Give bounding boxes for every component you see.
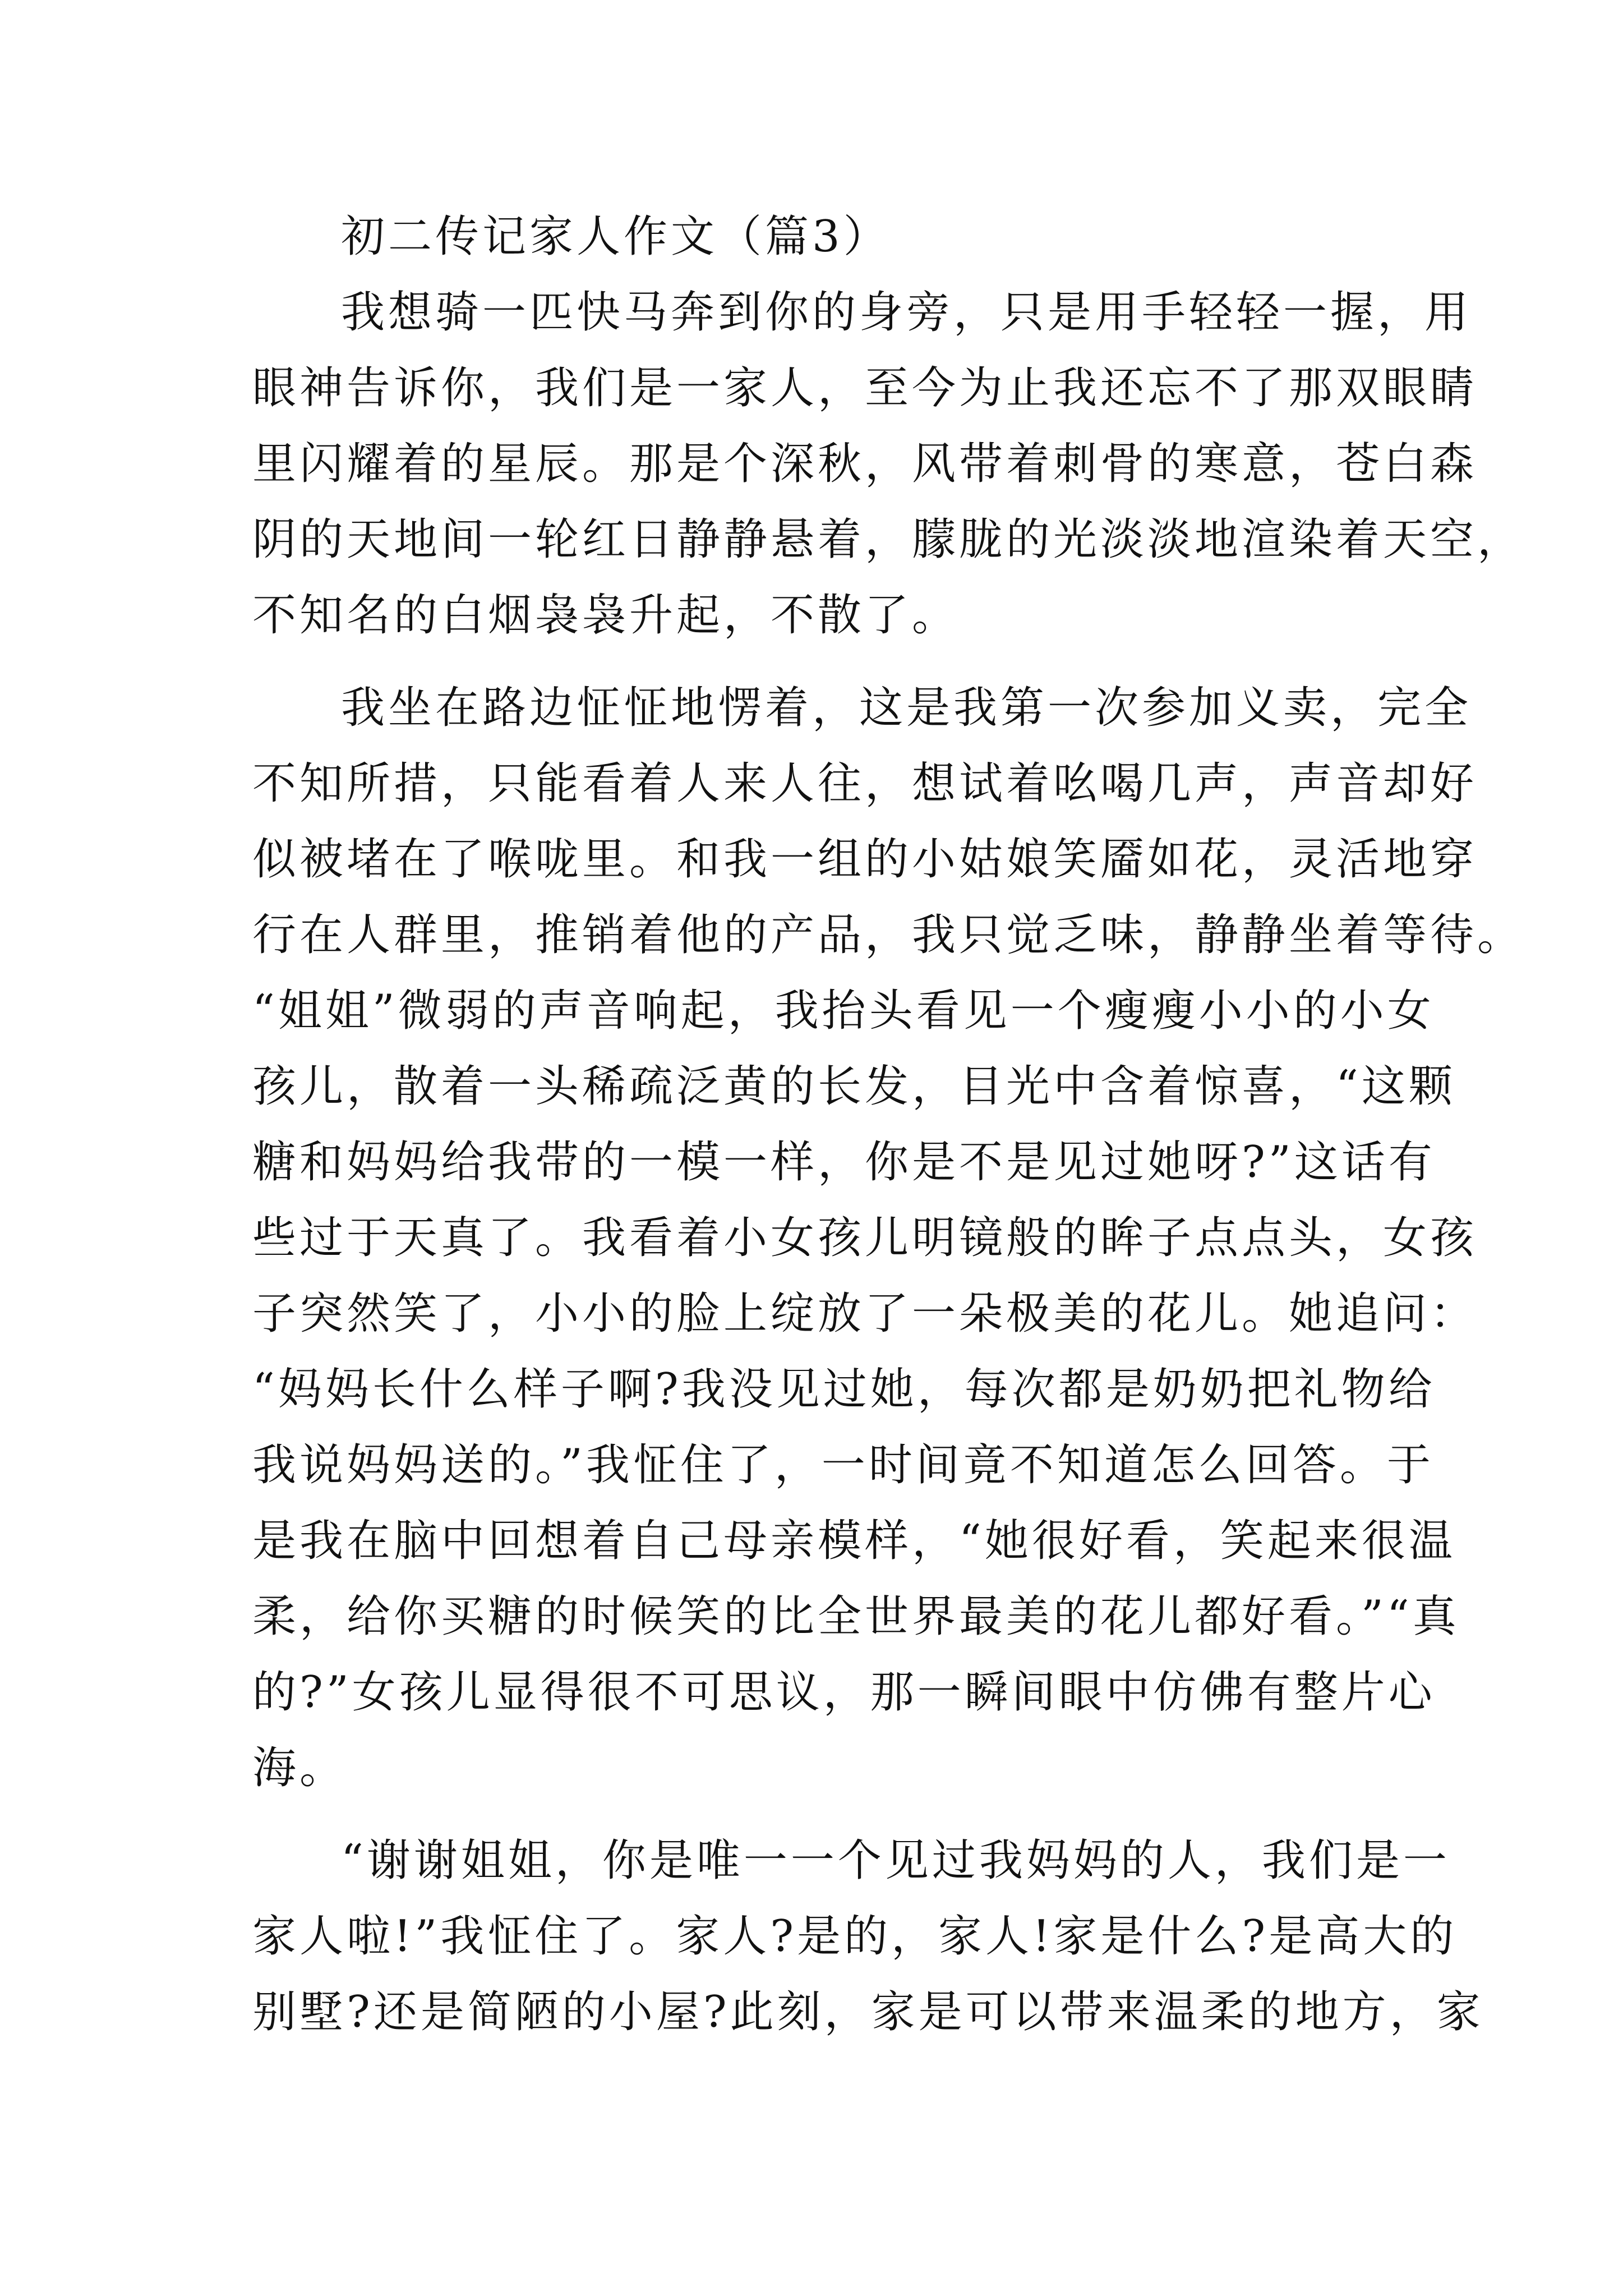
paragraph-2-line-10: “妈妈长什么样子啊?我没见过她，每次都是奶奶把礼物给 [252, 1364, 1436, 1415]
paragraph-3-line-1: “谢谢姐姐，你是唯一一个见过我妈妈的人，我们是一 [341, 1835, 1450, 1886]
paragraph-2-line-2: 不知所措，只能看着人来人往，想试着吆喝几声，声音却好 [252, 758, 1478, 809]
paragraph-2-line-11: 我说妈妈送的。”我怔住了，一时间竟不知道怎么回答。于 [252, 1440, 1434, 1490]
paragraph-2-line-14: 的?”女孩儿显得很不可思议，那一瞬间眼中仿佛有整片心 [252, 1667, 1436, 1718]
paragraph-2-line-9: 子突然笑了，小小的脸上绽放了一朵极美的花儿。她追问： [252, 1289, 1478, 1339]
paragraph-2-line-3: 似被堵在了喉咙里。和我一组的小姑娘笑靥如花，灵活地穿 [252, 834, 1478, 885]
paragraph-2-line-15: 海。 [252, 1743, 347, 1793]
essay-title: 初二传记家人作文（篇3） [341, 211, 891, 262]
paragraph-1-line-4: 阴的天地间一轮红日静静悬着，朦胧的光淡淡地渲染着天空， [252, 514, 1525, 565]
paragraph-2-line-13: 柔，给你买糖的时候笑的比全世界最美的花儿都好看。”“真 [252, 1591, 1460, 1642]
paragraph-2-line-4: 行在人群里，推销着他的产品，我只觉乏味，静静坐着等待。 [252, 910, 1525, 960]
paragraph-2-line-7: 糖和妈妈给我带的一模一样，你是不是见过她呀?”这话有 [252, 1137, 1436, 1188]
paragraph-3-line-2: 家人啦!”我怔住了。家人?是的，家人!家是什么?是高大的 [252, 1911, 1458, 1962]
paragraph-1-line-2: 眼神告诉你，我们是一家人，至今为止我还忘不了那双眼睛 [252, 363, 1478, 413]
paragraph-2-line-5: “姐姐”微弱的声音响起，我抬头看见一个瘦瘦小小的小女 [252, 986, 1435, 1036]
paragraph-1-line-5: 不知名的白烟袅袅升起，不散了。 [252, 590, 960, 641]
paragraph-1-line-1: 我想骑一匹快马奔到你的身旁，只是用手轻轻一握，用 [341, 287, 1472, 338]
paragraph-spacer [252, 1806, 1385, 1823]
paragraph-1-line-3: 里闪耀着的星辰。那是个深秋，风带着刺骨的寒意，苍白森 [252, 439, 1478, 489]
paragraph-3-line-3: 别墅?还是简陋的小屋?此刻，家是可以带来温柔的地方，家 [252, 1987, 1484, 2037]
paragraph-2-line-12: 是我在脑中回想着自己母亲模样，“她很好看，笑起来很温 [252, 1516, 1456, 1566]
essay-body [252, 199, 1525, 2050]
paragraph-spacer [252, 654, 1385, 670]
paragraph-2-line-8: 些过于天真了。我看着小女孩儿明镜般的眸子点点头，女孩 [252, 1213, 1478, 1263]
paragraph-2-line-1: 我坐在路边怔怔地愣着，这是我第一次参加义卖，完全 [341, 683, 1472, 733]
paragraph-2-line-6: 孩儿，散着一头稀疏泛黄的长发，目光中含着惊喜，“这颗 [252, 1061, 1456, 1112]
